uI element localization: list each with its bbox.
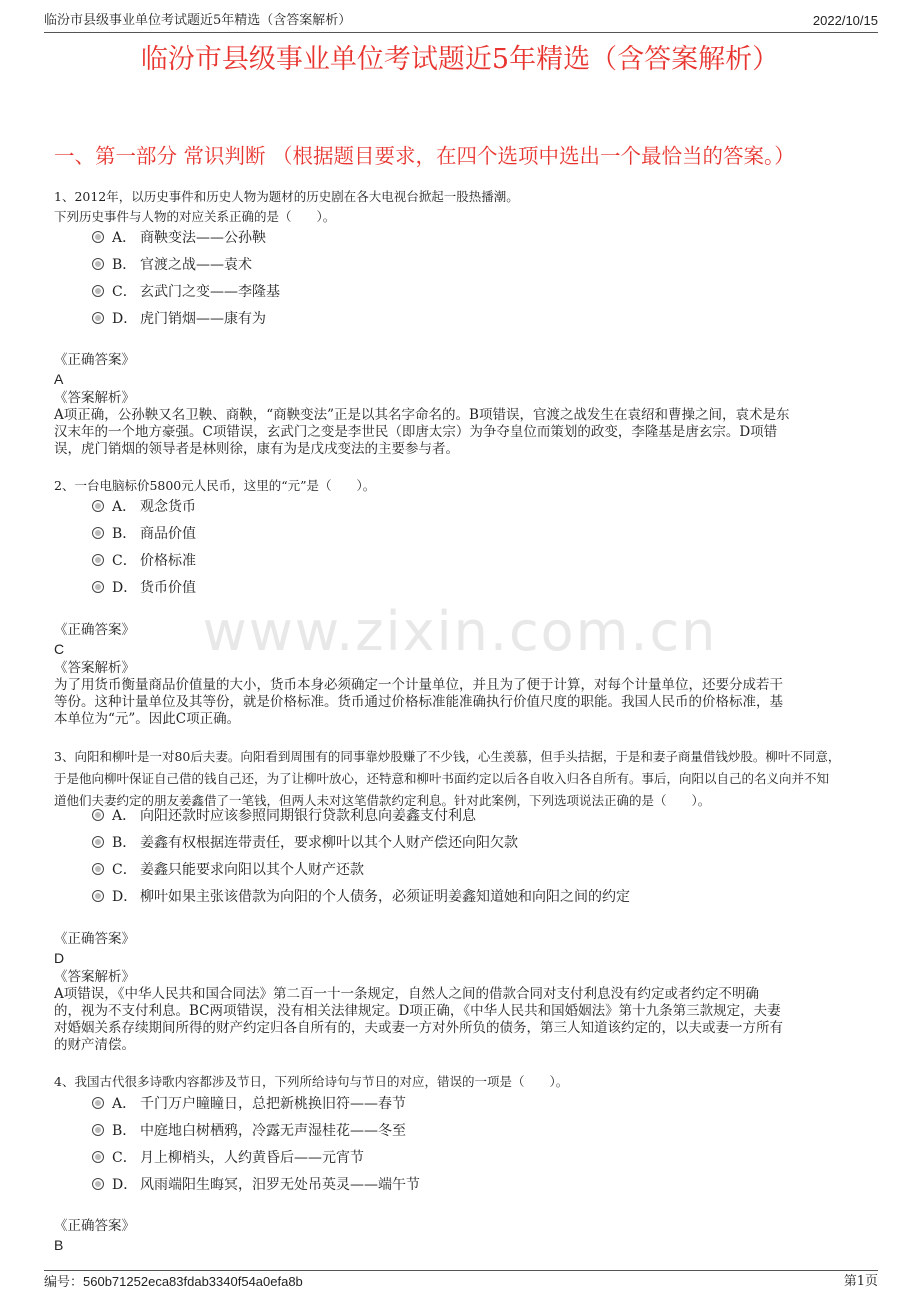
- analysis-line: 误，虎门销烟的领导者是林则徐，康有为是戊戌变法的主要参与者。: [54, 441, 459, 457]
- watermark: www.zixin.com.cn: [202, 600, 718, 663]
- stem-line: 4、我国古代很多诗歌内容都涉及节日，下列所给诗句与节日的对应，错误的一项是（ ）。: [54, 1074, 569, 1089]
- analysis-label: 《答案解析》: [54, 969, 135, 985]
- stem-line: 于是他向柳叶保证自己借的钱自己还，为了让柳叶放心，还特意和柳叶书面约定以后各自收入归各自所有。事后，向阳以自己的名义向并不知: [54, 771, 830, 786]
- radio-icon[interactable]: [92, 1178, 104, 1190]
- radio-icon[interactable]: [92, 285, 104, 297]
- option-a[interactable]: [92, 806, 476, 826]
- running-header: [44, 12, 878, 33]
- document-title: 临汾市县级事业单位考试题近5年精选（含答案解析）: [140, 44, 780, 75]
- option-letter: A．: [112, 1096, 137, 1112]
- option-text: 虎门销烟——康有为: [140, 311, 266, 327]
- option-letter: B．: [112, 526, 137, 542]
- option-text: 货币价值: [140, 580, 196, 596]
- option-letter: A．: [112, 499, 137, 515]
- analysis-line: A项错误，《中华人民共和国合同法》第二百一十一条规定，自然人之间的借款合同对支付利息没有约定或者约定不明确: [54, 986, 759, 1002]
- analysis-text: [54, 986, 860, 1054]
- radio-icon[interactable]: [92, 581, 104, 593]
- answer-value: D: [54, 950, 65, 966]
- answer-value: B: [54, 1237, 64, 1253]
- option-text: 玄武门之变——李隆基: [140, 284, 280, 300]
- option-text: 风雨端阳生晦冥，汨罗无处吊英灵——端午节: [140, 1177, 420, 1193]
- option-letter: C．: [112, 284, 137, 300]
- option-c[interactable]: [92, 551, 196, 571]
- option-letter: D．: [112, 1177, 138, 1193]
- option-letter: C．: [112, 1150, 137, 1166]
- option-text: 商品价值: [140, 526, 196, 542]
- option-letter: B．: [112, 835, 137, 851]
- option-d[interactable]: [92, 887, 630, 907]
- analysis-text: [54, 677, 860, 728]
- radio-icon[interactable]: [92, 312, 104, 324]
- option-c[interactable]: [92, 860, 364, 880]
- option-letter: A．: [112, 230, 137, 246]
- analysis-line: 汉末年的一个地方豪强。C项错误，玄武门之变是李世民（即唐太宗）为争夺皇位而策划的政变，李隆基是唐玄宗。D项错: [54, 424, 778, 440]
- analysis-line: 的财产清偿。: [54, 1037, 135, 1053]
- analysis-line: 的，视为不支付利息。BC两项错误，没有相关法律规定。D项正确，《中华人民共和国婚姻法》第十九条第三款规定，夫妻: [54, 1003, 781, 1019]
- radio-icon[interactable]: [92, 231, 104, 243]
- option-text: 商鞅变法——公孙鞅: [140, 230, 266, 246]
- radio-icon[interactable]: [92, 527, 104, 539]
- answer-value: C: [54, 641, 65, 657]
- analysis-text: [54, 407, 860, 458]
- radio-icon[interactable]: [92, 1097, 104, 1109]
- page-number: 第1页: [843, 1274, 878, 1289]
- stem-line: 下列历史事件与人物的对应关系正确的是（ ）。: [54, 209, 336, 224]
- option-d[interactable]: [92, 578, 196, 598]
- option-a[interactable]: [92, 1094, 406, 1114]
- section-heading: 一、第一部分 常识判断 （根据题目要求，在四个选项中选出一个最恰当的答案。）: [54, 144, 795, 168]
- option-b[interactable]: [92, 255, 252, 275]
- option-letter: D．: [112, 580, 138, 596]
- answer-label: 《正确答案》: [54, 352, 135, 368]
- question-stem: [54, 746, 864, 812]
- radio-icon[interactable]: [92, 809, 104, 821]
- option-text: 官渡之战——袁术: [140, 257, 252, 273]
- analysis-line: 为了用货币衡量商品价值量的大小，货币本身必须确定一个计量单位，并且为了便于计算，对每个计量单位，还要分成若干: [54, 677, 783, 693]
- code-value: 560b71252eca83fdab3340f54a0efa8b: [83, 1274, 303, 1289]
- option-letter: C．: [112, 553, 137, 569]
- analysis-line: A项正确，公孙鞅又名卫鞅、商鞅，“商鞅变法”正是以其名字命名的。B项错误，官渡之战发生在袁绍和曹操之间，袁术是东: [54, 407, 790, 423]
- option-a[interactable]: [92, 228, 266, 248]
- stem-line: 道他们夫妻约定的朋友姜鑫借了一笔钱，但两人未对这笔借款约定利息。针对此案例，下列选项说法正确的是（ ）。: [54, 793, 711, 808]
- option-d[interactable]: [92, 1175, 420, 1195]
- option-b[interactable]: [92, 833, 518, 853]
- analysis-line: 对婚姻关系存续期间所得的财产约定归各自所有的，夫或妻一方对外所负的债务，第三人知道该约定的，以夫或妻一方所有: [54, 1020, 783, 1036]
- radio-icon[interactable]: [92, 554, 104, 566]
- radio-icon[interactable]: [92, 1151, 104, 1163]
- option-c[interactable]: [92, 282, 280, 302]
- option-text: 姜鑫只能要求向阳以其个人财产还款: [140, 862, 364, 878]
- option-text: 千门万户瞳瞳日，总把新桃换旧符——春节: [140, 1096, 406, 1112]
- option-c[interactable]: [92, 1148, 364, 1168]
- question-stem: [54, 476, 864, 496]
- answer-label: 《正确答案》: [54, 1218, 135, 1234]
- option-text: 观念货币: [140, 499, 196, 515]
- option-d[interactable]: [92, 309, 266, 329]
- answer-label: 《正确答案》: [54, 931, 135, 947]
- document-code: [44, 1273, 303, 1292]
- option-text: 中庭地白树栖鸦，冷露无声湿桂花——冬至: [140, 1123, 406, 1139]
- option-text: 向阳还款时应该参照同期银行贷款利息向姜鑫支付利息: [140, 808, 476, 824]
- option-text: 柳叶如果主张该借款为向阳的个人债务，必须证明姜鑫知道她和向阳之间的约定: [140, 889, 630, 905]
- option-letter: A．: [112, 808, 137, 824]
- option-text: 月上柳梢头，人约黄昏后——元宵节: [140, 1150, 364, 1166]
- radio-icon[interactable]: [92, 258, 104, 270]
- option-letter: D．: [112, 311, 138, 327]
- analysis-label: 《答案解析》: [54, 390, 135, 406]
- stem-line: 3、向阳和柳叶是一对80后夫妻。向阳看到周围有的同事靠炒股赚了不少钱，心生羡慕，但手头拮据，于是和妻子商量借钱炒股。柳叶不同意，: [54, 749, 841, 764]
- radio-icon[interactable]: [92, 890, 104, 902]
- stem-line: 1、2012年，以历史事件和历史人物为题材的历史剧在各大电视台掀起一股热播潮。: [54, 189, 519, 204]
- radio-icon[interactable]: [92, 1124, 104, 1136]
- option-letter: B．: [112, 257, 137, 273]
- question-stem: [54, 187, 864, 227]
- option-text: 价格标准: [140, 553, 196, 569]
- stem-line: 2、一台电脑标价5800元人民币，这里的“元”是（ ）。: [54, 478, 376, 493]
- question-stem: [54, 1072, 864, 1092]
- radio-icon[interactable]: [92, 500, 104, 512]
- answer-label: 《正确答案》: [54, 622, 135, 638]
- answer-value: A: [54, 371, 64, 387]
- option-b[interactable]: [92, 524, 196, 544]
- option-letter: B．: [112, 1123, 137, 1139]
- header-date: 2022/10/15: [812, 13, 878, 28]
- analysis-line: 等份。这种计量单位及其等份，就是价格标准。货币通过价格标准能准确执行价值尺度的职能。我国人民币的价格标准，基: [54, 694, 783, 710]
- option-letter: C．: [112, 862, 137, 878]
- option-b[interactable]: [92, 1121, 406, 1141]
- code-label: 编号：: [44, 1275, 84, 1290]
- option-letter: D．: [112, 889, 138, 905]
- running-title: 临汾市县级事业单位考试题近5年精选（含答案解析）: [44, 13, 352, 28]
- radio-icon[interactable]: [92, 836, 104, 848]
- option-a[interactable]: [92, 497, 196, 517]
- analysis-line: 本单位为“元”。因此C项正确。: [54, 711, 241, 727]
- option-text: 姜鑫有权根据连带责任，要求柳叶以其个人财产偿还向阳欠款: [140, 835, 518, 851]
- radio-icon[interactable]: [92, 863, 104, 875]
- page-footer: [44, 1270, 878, 1291]
- analysis-label: 《答案解析》: [54, 660, 135, 676]
